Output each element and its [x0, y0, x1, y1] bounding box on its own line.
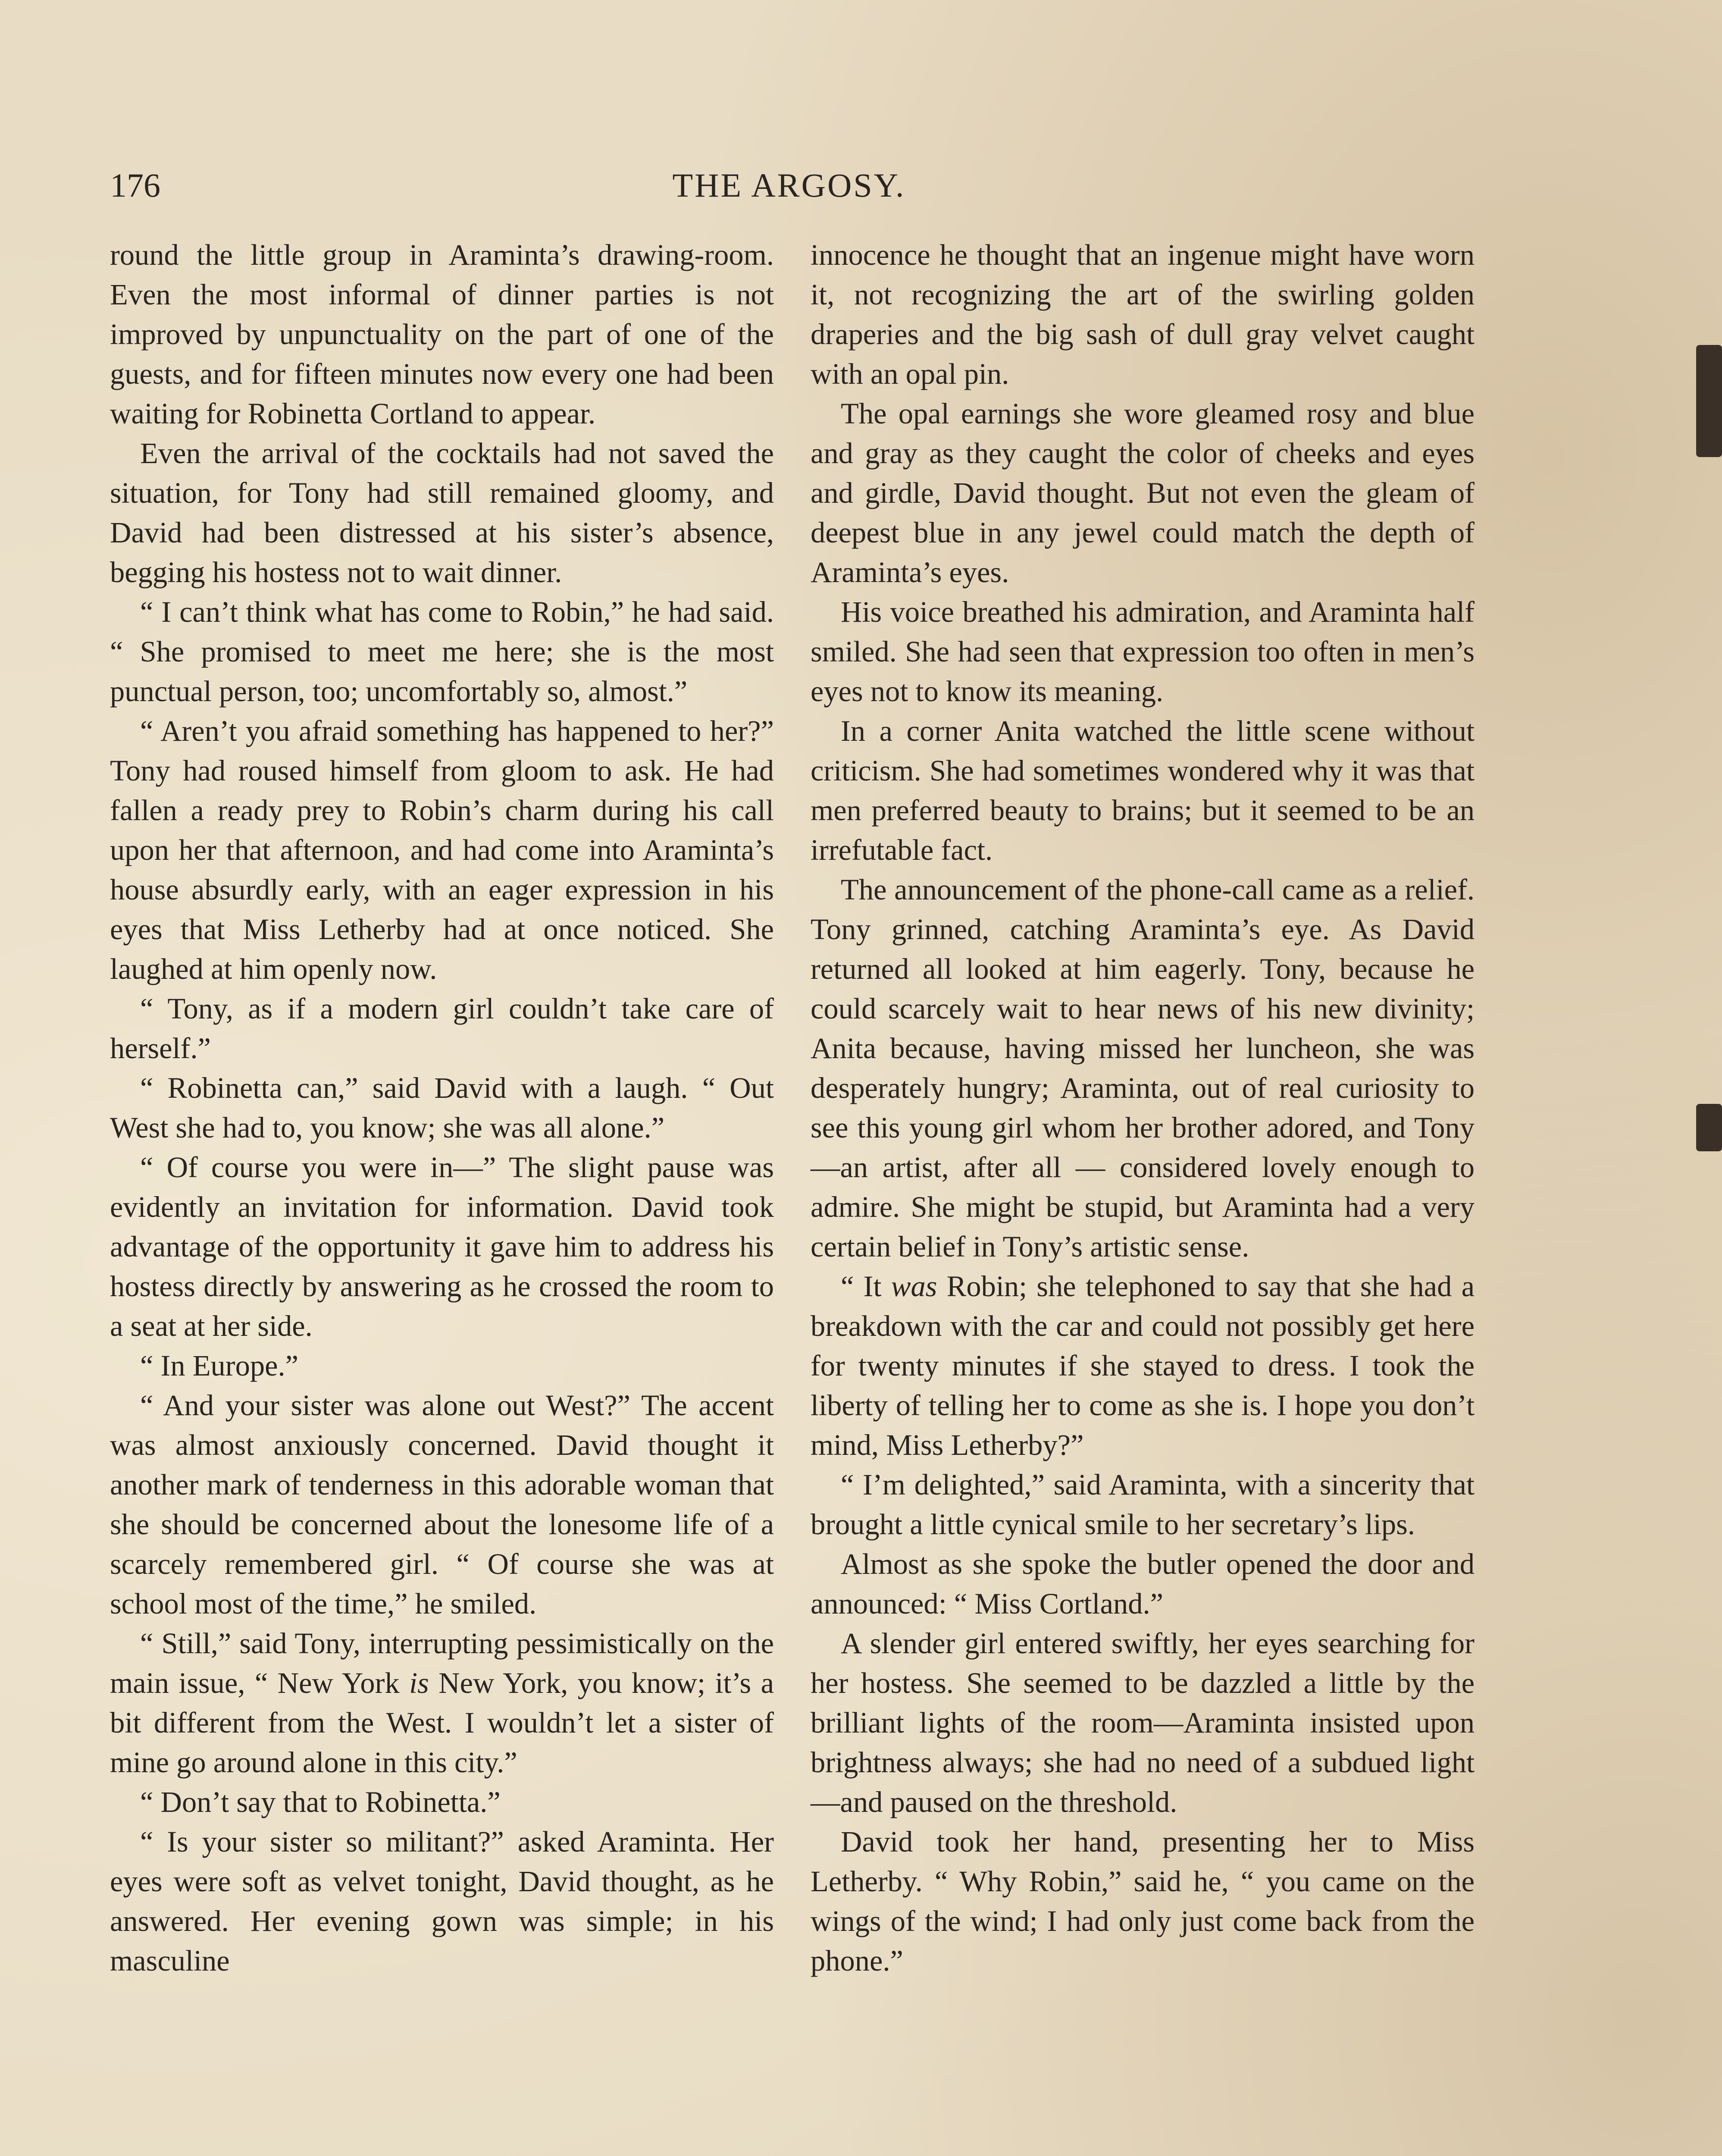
paragraph: “ In Europe.” — [140, 1349, 299, 1382]
paragraph: “ I can’t think what has come to Robin,” he had said. “ She promised to meet me here; she is the most punctual person, too; uncomfortably so, almost.” — [110, 595, 774, 708]
paragraph: In a corner Anita watched the little scene without criticism. She had sometimes wondered why it was that men preferred beauty to brains; but it seemed to be an irrefutable fact. — [811, 714, 1475, 866]
paragraph: “ Of course you were in—” The slight pause was evidently an invitation for information. David took advantage of the opportunity it gave him to address his hostess directly by answering as he crossed the room to a seat at her side. — [110, 1151, 774, 1342]
left-column — [110, 235, 774, 1981]
paragraph: “ Is your sister so militant?” asked Araminta. Her eyes were soft as velvet tonight, David thought, as he answered. Her evening gown was simple; in his masculine — [110, 1825, 774, 1977]
binding-tear-mark — [1696, 345, 1722, 457]
paragraph: The announcement of the phone-call came as a relief. Tony grinned, catching Araminta’s eye. As David returned all looked at him eagerly. Tony, because he could scarcely wait to hear news of his new divinity; Anita because, having missed her luncheon, she was desperately hungry; Araminta, out of real curiosity to see this young girl whom her brother adored, and Tony—an artist, after all — considered lovely enough to admire. She might be stupid, but Araminta had a very certain belief in Tony’s artistic sense. — [811, 873, 1475, 1263]
paragraph: “ Don’t say that to Robinetta.” — [140, 1786, 501, 1818]
page-header — [110, 164, 1468, 216]
paragraph: “ It was Robin; she telephoned to say that she had a breakdown with the car and could not possibly get here for twenty minutes if she stayed to dress. I took the liberty of telling her to come as she is. I hope you don’t mind, Miss Letherby?” — [811, 1270, 1475, 1461]
running-head: THE ARGOSY. — [672, 166, 906, 204]
paragraph: David took her hand, presenting her to Miss Letherby. “ Why Robin,” said he, “ you came on the wings of the wind; I had only just come back from the phone.” — [811, 1825, 1475, 1977]
right-column — [811, 235, 1475, 1981]
paragraph: round the little group in Araminta’s drawing-room. Even the most informal of dinner parties is not improved by unpunctuality on the part of one of the guests, and for fifteen minutes now every one had been waiting for Robinetta Cortland to appear. — [110, 238, 774, 430]
paragraph: “ And your sister was alone out West?” The accent was almost anxiously concerned. David thought it another mark of tenderness in this adorable woman that she should be concerned about the lonesome life of a scarcely remembered girl. “ Of course she was at school most of the time,” he smiled. — [110, 1389, 774, 1620]
paragraph: “ Still,” said Tony, interrupting pessimistically on the main issue, “ New York is New York, you know; it’s a bit different from the West. I wouldn’t let a sister of mine go around alone in this city.” — [110, 1627, 774, 1779]
paragraph: innocence he thought that an ingenue might have worn it, not recognizing the art of the swirling golden draperies and the big sash of dull gray velvet caught with an opal pin. — [811, 238, 1475, 390]
paragraph: “ Tony, as if a modern girl couldn’t take care of herself.” — [110, 992, 774, 1065]
page-number: 176 — [110, 166, 160, 204]
paragraph: A slender girl entered swiftly, her eyes searching for her hostess. She seemed to be dazzled a little by the brilliant lights of the room—Araminta insisted upon brightness always; she had no need of a subdued light—and paused on the threshold. — [811, 1627, 1475, 1818]
binding-tear-mark — [1696, 1104, 1722, 1151]
paragraph: His voice breathed his admiration, and Araminta half smiled. She had seen that expression too often in men’s eyes not to know its meaning. — [811, 595, 1475, 708]
paragraph: Even the arrival of the cocktails had not saved the situation, for Tony had still remained gloomy, and David had been distressed at his sister’s absence, begging his hostess not to wait dinner. — [110, 437, 774, 589]
paragraph: “ Robinetta can,” said David with a laugh. “ Out West she had to, you know; she was all alone.” — [110, 1072, 774, 1144]
paragraph: “ Aren’t you afraid something has happened to her?” Tony had roused himself from gloom to ask. He had fallen a ready prey to Robin’s charm during his call upon her that afternoon, and had come into Araminta’s house absurdly early, with an eager expression in his eyes that Miss Letherby had at once noticed. She laughed at him openly now. — [110, 714, 774, 985]
paragraph: “ I’m delighted,” said Araminta, with a sincerity that brought a little cynical smile to her secretary’s lips. — [811, 1468, 1475, 1541]
paragraph: Almost as she spoke the butler opened the door and announced: “ Miss Cortland.” — [811, 1548, 1475, 1620]
paragraph: The opal earnings she wore gleamed rosy and blue and gray as they caught the color of cheeks and eyes and girdle, David thought. But not even the gleam of deepest blue in any jewel could match the depth of Araminta’s eyes. — [811, 397, 1475, 589]
